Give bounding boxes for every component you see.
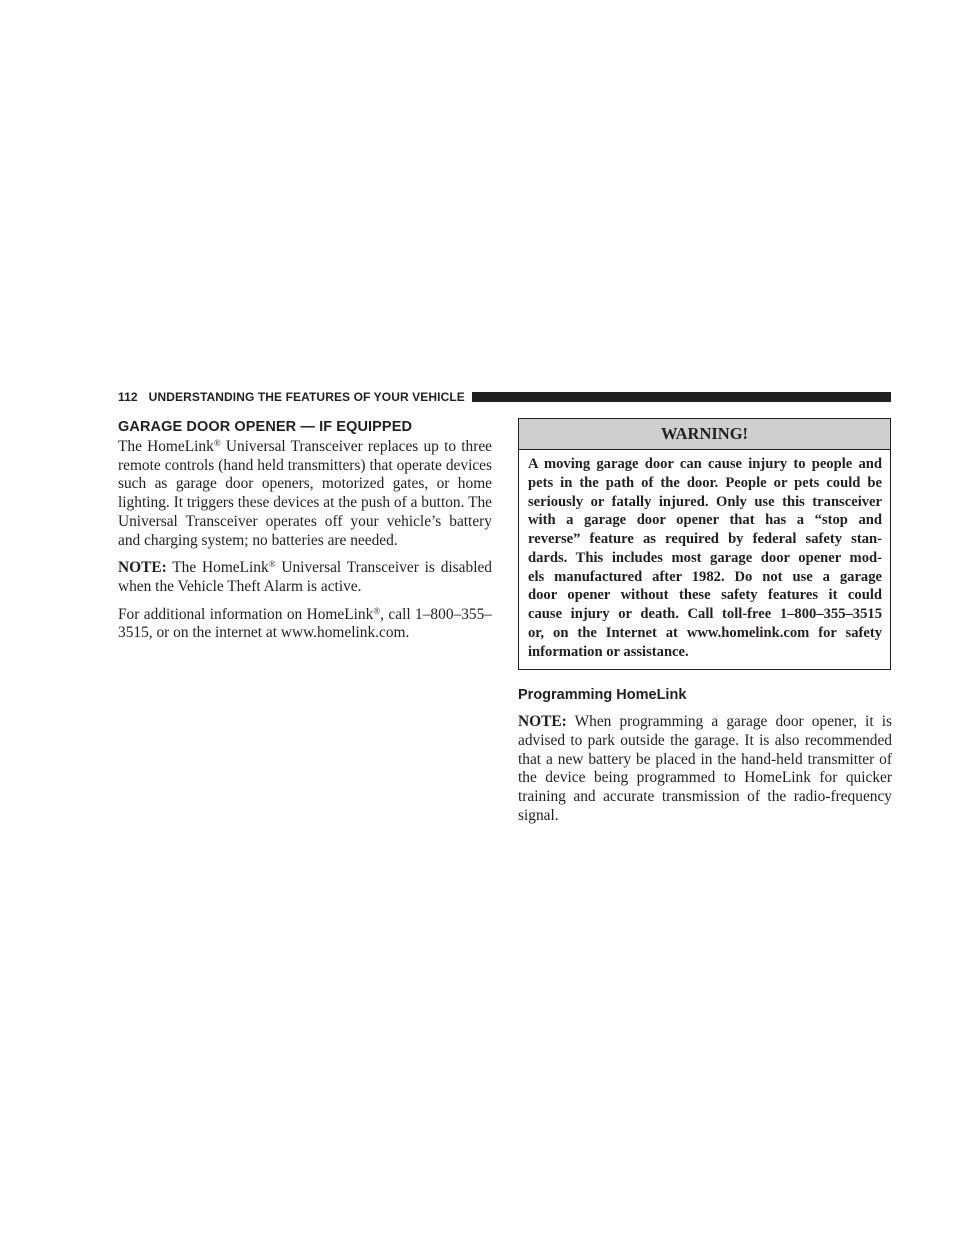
warning-line: dards. This includes most garage door opener mod- bbox=[528, 549, 882, 566]
warning-line: door opener without these safety features it could bbox=[528, 587, 882, 604]
note-text-start: The HomeLink bbox=[166, 559, 269, 577]
note-label: NOTE: bbox=[518, 713, 567, 731]
warning-line: reverse” feature as required by federal safety stan- bbox=[528, 531, 882, 547]
registered-mark: ® bbox=[213, 438, 221, 448]
warning-line: cause injury or death. Call toll-free 1–800–355–3515 bbox=[528, 606, 882, 622]
warning-line: information or assistance. bbox=[528, 643, 689, 660]
programming-note-paragraph bbox=[518, 713, 892, 825]
note-label: NOTE: bbox=[118, 559, 167, 577]
intro-paragraph bbox=[118, 438, 492, 550]
warning-box bbox=[518, 418, 891, 670]
left-column bbox=[118, 418, 492, 652]
section-heading: GARAGE DOOR OPENER — IF EQUIPPED bbox=[118, 419, 413, 435]
registered-mark: ® bbox=[373, 605, 381, 616]
page-header bbox=[118, 389, 891, 405]
note-paragraph bbox=[118, 559, 492, 596]
header-rule bbox=[472, 392, 891, 402]
intro-text-rest: Universal Transceiver replaces up to three remote controls (hand held transmitters) that operate devices such as garage door openers, motorized gates, or home lighting. It triggers these devices at the push of a button. The Universal Transceiver operates off your vehicle’s battery and charging system; no batteries are needed. bbox=[118, 438, 492, 549]
page-number: 112 bbox=[118, 390, 138, 404]
warning-title: WARNING! bbox=[519, 419, 890, 450]
intro-text-start: The HomeLink bbox=[118, 438, 214, 455]
programming-note-text: When programming a garage door opener, it is advised to park outside the garage. It is also recommended that a new battery be placed in the hand-held transmitter of the device being programmed to HomeLink for quicker training and accurate transmission of the radio-frequency signal. bbox=[518, 713, 892, 824]
warning-text bbox=[519, 450, 890, 669]
running-section-title: UNDERSTANDING THE FEATURES OF YOUR VEHICLE bbox=[148, 390, 465, 404]
registered-mark: ® bbox=[268, 559, 276, 570]
warning-line: els manufactured after 1982. Do not use a garage bbox=[528, 568, 882, 585]
info-text-start: For additional information on HomeLink bbox=[118, 605, 374, 623]
warning-line: pets in the path of the door. People or pets could be bbox=[528, 474, 882, 491]
warning-line: with a garage door opener that has a “stop and bbox=[528, 512, 882, 529]
warning-line: or, on the Internet at www.homelink.com for safety bbox=[528, 624, 882, 641]
right-column bbox=[518, 418, 892, 834]
note-text-rest: Universal Transceiver is disabled when the Vehicle Theft Alarm is active. bbox=[118, 559, 492, 595]
warning-line: A moving garage door can cause injury to people and bbox=[528, 456, 882, 472]
info-paragraph bbox=[118, 606, 492, 643]
subsection-heading: Programming HomeLink bbox=[518, 687, 687, 704]
warning-line: seriously or fatally injured. Only use this transceiver bbox=[528, 493, 882, 510]
info-text-rest: , call 1–800–355–3515, or on the internet at www.homelink.com. bbox=[118, 605, 492, 642]
